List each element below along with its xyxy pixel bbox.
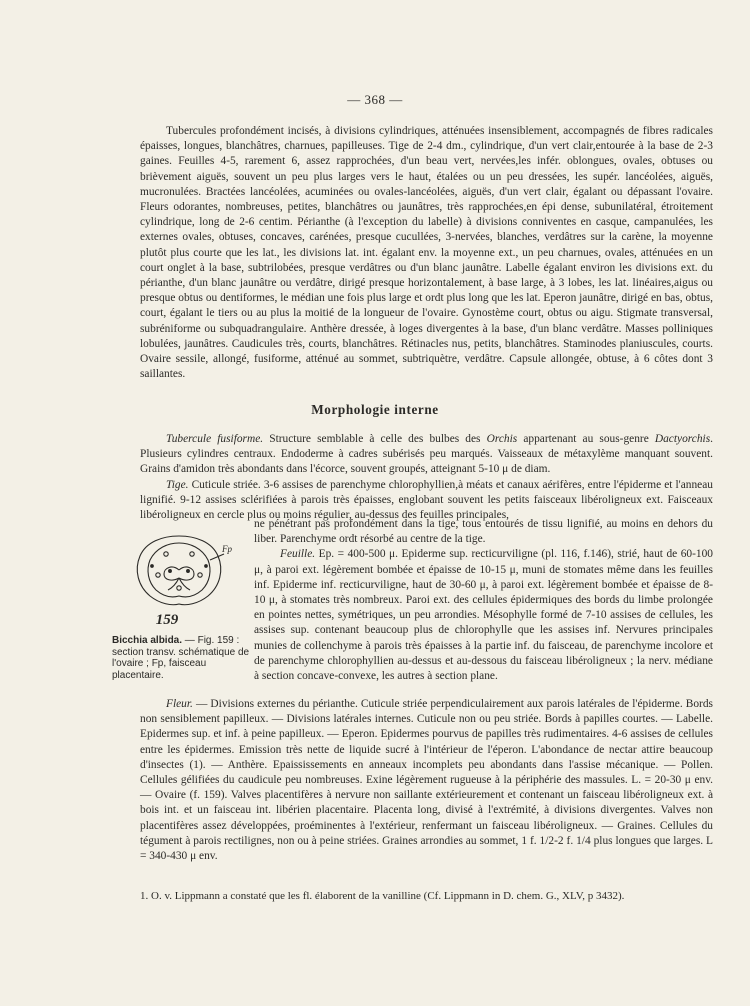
tubercule-text-b: appartenant au sous-genre bbox=[517, 433, 655, 445]
page-number: — 368 — bbox=[347, 92, 403, 107]
fp-label: Fp bbox=[222, 544, 232, 554]
footnote: 1. O. v. Lippmann a constaté que les fl. élaborent de la vanilline (Cf. Lippmann in D. chem. G., XLV, p 3432). bbox=[140, 890, 625, 902]
tige-text: Cuticule striée. 3-6 assises de parenchyme chlorophyllien,à méats et canaux aérifères, entre l'épiderme et l'anneau lignifié. 9-12 assises sclérifiées à parois très épaisses, englobant souvent les petits faisceaux libéroligneux ext. Faisceaux libéroligneux en cercle plus ou moins régulier, au-dessus des feuilles principales, bbox=[140, 478, 713, 522]
description-paragraph bbox=[140, 124, 713, 382]
figure-species: Bicchia albida. bbox=[112, 635, 183, 646]
feuille-label: Feuille. bbox=[280, 548, 316, 561]
orchis-genus: Orchis bbox=[486, 433, 518, 445]
figure-caption bbox=[112, 635, 252, 681]
tubercule-text-c: . Plusieurs cylindres centraux. Endoderme à cadres subérisés peu marqués. Vaisseaux de métaxylème manquant souvent. Grains d'amidon très abondants dans l'écorce, souvent groupés, atteignant 5-10 μ de diam. bbox=[140, 433, 713, 476]
tige-continuation bbox=[254, 517, 713, 684]
section-heading: Morphologie interne bbox=[311, 402, 439, 417]
figure-caption-text: Fig. 159 : section transv. schématique de l'ovaire ; Fp, faisceau placentaire. bbox=[112, 635, 250, 681]
fleur-label: Fleur. bbox=[166, 698, 193, 710]
tige-label: Tige. bbox=[166, 478, 189, 491]
fleur-text: Divisions externes du périanthe. Cuticule striée perpendiculairement aux parois latérales de l'épiderme. Bords non sensiblement papilleux. — Divisions latérales internes. Cuticule non ou peu striée. Bords à papilles courtes. — Labelle. Epidermes sup. et inf. à peine papilleux. — Eperon. Epidermes pourvus de papilles très rudimentaires. 4-6 assises de cellules entre les épidermes. Emission très nette de liquide sucré à l'intérieur de l'éperon. L'abondance de nectar attire beaucoup d'insectes (1). — Anthère. Epaississements en anneaux incomplets peu abondants dans l'assise mécanique. — Pollen. Cellules gélifiées du caudicule peu nombreuses. Exine légèrement rugueuse à la périphérie des massules. L. = 20-30 μ env. — Ovaire (f. 159). Valves placentifères à nervure non saillante extérieurement et contenant un faisceau libéroligneux ext. à bois int. et un faisceau int. libérien placentaire. Placenta long, divisé à l'extrémité, à divisions divergentes. Valves non placentifères assez développées, proéminentes à l'extérieur, renfermant un faisceau libéroligneux. — Graines. Cellules du tégument à parois rectilignes, non ou à peine striées. Graines arrondies au sommet, 1 f. 1/2-2 f. 1/4 plus longues que larges. L = 340-430 μ env. bbox=[140, 698, 713, 863]
tubercule-paragraph bbox=[140, 432, 713, 523]
figure-caption-dash: — bbox=[182, 635, 195, 646]
feuille-text: Ep. = 400-500 μ. Epiderme sup. recticurviligne (pl. 116, f.146), strié, haut de 60-100 μ, à paroi ext. légèrement bombée et épaisse de 10-15 μ, muni de stomates même dans les feuilles inf. Epiderme inf. recticurviligne, haut de 30-60 μ, à paroi ext. légèrement bombée et épaisse de 8-10 μ, à stomates très nombreux. Paroi ext. des cellules épidermiques des bords du limbe prolongée en pointes nettes, symétriques, un peu arrondies. Mésophylle formé de 7-10 assises de cellules, les assises sup. contenant beaucoup plus de chlorophylle que les assises inf. Nervures principales munies de collenchyme à parois très épaisses à la partie inf. du faisceau, de parenchyme incolore et de parenchyme chlorophyllien au-dessus et au-dessous du faisceau libéroligneux ; la nerv. médiane à section concave-convexe, les autres à section plane. bbox=[254, 548, 713, 683]
tubercule-label: Tubercule fusiforme. bbox=[166, 433, 264, 445]
tubercules-text: Tubercules profondément incisés, à divisions cylindriques, atténuées insensiblement, accompagnés de fibres radicales épaisses, longues, blanchâtres, charnues, papilleuses. Tige de 2-4 dm., cylindrique, d'un vert clair,entourée à la base de 2-3 gaines. Feuilles 4-5, rarement 6, assez rapprochées, d'un beau vert, nervées,les infér. oblongues, ovales, obtuses ou brièvement aiguës, souvent un peu plus larges vers le haut, étalées ou un peu dressées, les supér. lancéolées, aiguës, mucronulées. Bractées lancéolées, acuminées ou ovales-lancéolées, aiguës, d'un vert clair, égalant ou dépassant l'ovaire. Fleurs odorantes, nombreuses, petites, blanchâtres ou jaunâtres, très rapprochées,en épi dense, subunilatéral, étroitement cylindrique, long de 2-6 centim. Périanthe (à l'exception du labelle) à divisions conniventes en casque, campanulées, les externes ovales, obtuses, concaves, carénées, presque cucullées, 3-nervées, blanches, verdâtres sur la carène, la moyenne plutôt plus courte que les lat., les divisions lat. int. égalant env. la moyenne ext., un peu charnues, ovales, atténuées en un court onglet à la base, subtrilobées, presque verdâtres ou d'un blanc jaunâtre. Labelle égalant environ les divisions ext. du périanthe, d'un blanc jaunâtre ou verdâtre, dirigé presque horizontalement, à base large, à 3 lobes, les lat. linéaires,aigus ou presque obtus ou dentiformes, le médian une fois plus large et ordt plus long que les lat. Eperon jaunâtre, dirigé en bas, obtus, court, égalant le tiers ou au plus la moitié de la longueur de l'ovaire. Gynostème court, obtus ou aigu. Stigmate transversal, subréniforme ou subquadrangulaire. Anthère dressée, à loges divergentes à la base, d'un blanc verdâtre. Masses polliniques lobulées, jaunâtres. Caudicules très, courts, blanchâtres. Rétinacles nus, petits, blanchâtres. Staminodes planiuscules, courts. Ovaire sessile, allongé, fusiforme, atténué au sommet, subtriquètre, verdâtre. Capsule allongée, obtuse, à 6 côtes dont 3 saillantes. bbox=[140, 125, 713, 381]
ovary-section-diagram bbox=[124, 530, 234, 608]
tige-text-cont: ne pénétrant pas profondément dans la tige, tous entourés de tissu lignifié, au moins en dehors du liber. Parenchyme ordt résorbé au centre de la tige. bbox=[254, 518, 713, 546]
tubercule-text-a: Structure semblable à celle des bulbes des bbox=[263, 433, 487, 445]
dactylorchis-subgenus: Dactyorchis bbox=[654, 433, 711, 445]
figure-159 bbox=[112, 530, 252, 681]
fleur-paragraph: Fleur. — Divisions externes du périanthe. Cuticule striée perpendiculairement aux parois latérales de l'épiderme. Bords non sensiblement papilleux. — Divisions latérales internes. Cuticule non ou peu striée. Bords à papilles courtes. — Labelle. Epidermes sup. et inf. à peine papilleux. — Eperon. Epidermes pourvus de papilles très rudimentaires. 4-6 assises de cellules entre les épidermes. Emission très nette de liquide sucré à l'intérieur de l'éperon. L'abondance de nectar attire beaucoup d'insectes (1). — Anthère. Epaississements en anneaux incomplets peu abondants dans l'assise mécanique. — Pollen. Cellules gélifiées du caudicule peu nombreuses. Exine légèrement rugueuse à la périphérie des massules. L. = 20-30 μ env. — Ovaire (f. 159). Valves placentifères à nervure non saillante extérieurement et contenant un faisceau libéroligneux ext. à bois int. et un faisceau int. libérien placentaire. Placenta long, divisé à l'extrémité, à divisions divergentes. Valves non placentifères assez développées, proéminentes à l'extérieur, renfermant un faisceau libéroligneux. — Graines. Cellules du tégument à parois rectilignes, non ou à peine striées. Graines arrondies au sommet, 1 f. 1/2-2 f. 1/4 plus longues que larges. L = 340-430 μ env. bbox=[140, 698, 713, 863]
figure-number: 159 bbox=[155, 612, 179, 628]
